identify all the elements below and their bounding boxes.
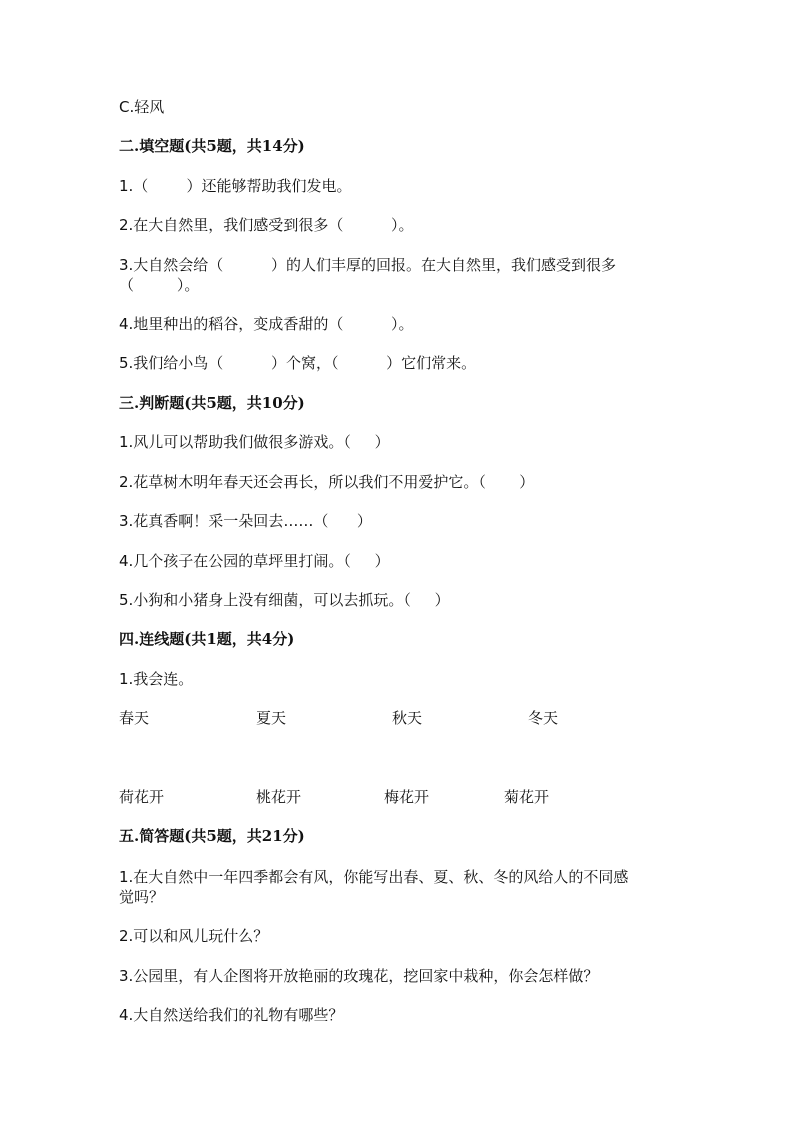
- judge-question-2: 2.花草树木明年春天还会再长，所以我们不用爱护它。（ ）: [119, 473, 535, 491]
- flower-peach: 桃花开: [256, 788, 302, 806]
- season-summer: 夏天: [256, 709, 287, 727]
- section-5-heading: 五.简答题(共5题，共21分): [119, 827, 305, 845]
- judge-question-5: 5.小狗和小猪身上没有细菌，可以去抓玩。（ ）: [119, 591, 450, 609]
- short-answer-1-line-1: 1.在大自然中一年四季都会有风，你能写出春、夏、秋、冬的风给人的不同感: [119, 868, 629, 886]
- flower-chrysanthemum: 菊花开: [504, 788, 550, 806]
- season-winter: 冬天: [528, 709, 559, 727]
- flower-lotus: 荷花开: [119, 788, 165, 806]
- section-2-heading: 二.填空题(共5题，共14分): [119, 137, 305, 155]
- judge-question-1: 1.风儿可以帮助我们做很多游戏。（ ）: [119, 433, 390, 451]
- section-3-heading: 三.判断题(共5题，共10分): [119, 394, 305, 412]
- flower-plum: 梅花开: [384, 788, 430, 806]
- season-autumn: 秋天: [392, 709, 423, 727]
- section-4-heading: 四.连线题(共1题，共4分): [119, 630, 295, 648]
- fill-question-3-line-1: 3.大自然会给（ ）的人们丰厚的回报。在大自然里，我们感受到很多: [119, 256, 616, 274]
- season-spring: 春天: [119, 709, 150, 727]
- judge-question-4: 4.几个孩子在公园的草坪里打闹。（ ）: [119, 552, 390, 570]
- short-answer-1-line-2: 觉吗？: [119, 888, 165, 906]
- fill-question-3-line-2: （ ）。: [119, 276, 200, 294]
- match-question-1: 1.我会连。: [119, 670, 194, 688]
- option-c: C.轻风: [119, 98, 165, 116]
- fill-question-4: 4.地里种出的稻谷，变成香甜的（ ）。: [119, 315, 414, 333]
- judge-question-3: 3.花真香啊！采一朵回去……（ ）: [119, 512, 372, 530]
- fill-question-5: 5.我们给小鸟（ ）个窝，（ ）它们常来。: [119, 354, 477, 372]
- fill-question-2: 2.在大自然里，我们感受到很多（ ）。: [119, 216, 414, 234]
- short-answer-4: 4.大自然送给我们的礼物有哪些？: [119, 1006, 344, 1024]
- fill-question-1: 1.（ ）还能够帮助我们发电。: [119, 177, 352, 195]
- short-answer-2: 2.可以和风儿玩什么？: [119, 927, 269, 945]
- short-answer-3: 3.公园里，有人企图将开放艳丽的玫瑰花，挖回家中栽种，你会怎样做？: [119, 967, 599, 985]
